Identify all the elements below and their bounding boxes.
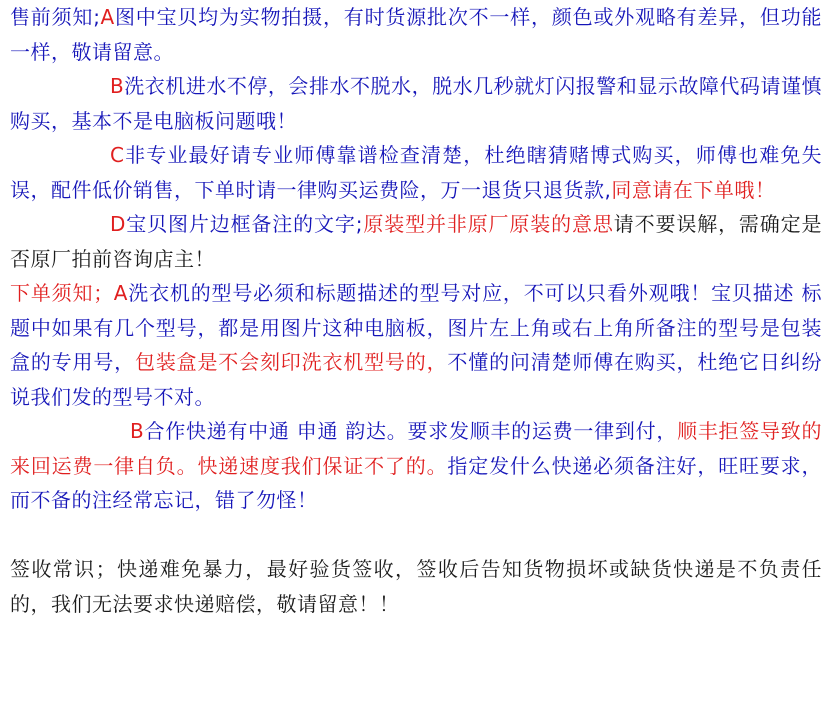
presale-c-emphasis: 同意请在下单哦！ <box>611 177 776 202</box>
receipt-notice <box>10 552 822 621</box>
presale-b-text: 洗衣机进水不停，会排水不脱水，脱水几秒就灯闪报警和显示故障代码请谨慎购买，基本不是电脑板问题哦！ <box>10 74 822 133</box>
order-a-text: 洗衣机的型号必须和标题描述的型号对应，不可以只看外观哦！宝贝描述 标题中如果有几个型号，都是用图片这种电脑板，图片左上角或右上角所备注的型号是包装盒的专用号， <box>10 281 823 374</box>
presale-notice-b <box>10 69 822 138</box>
presale-notice-c <box>10 138 822 207</box>
item-letter-d: D <box>110 212 126 236</box>
presale-notice-a <box>10 0 822 69</box>
order-letter-b: B <box>130 419 145 443</box>
order-a-tail: 不懂的问清楚师傅在购买，杜绝它日纠纷说我们发的型号不对。 <box>10 350 823 409</box>
order-letter-a: A <box>113 281 128 305</box>
presale-c-text: 非专业最好请专业师傅靠谱检查清楚，杜绝瞎猜赌博式购买，师傅也难免失误，配件低价销售，下单时请一律购买运费险，万一退货只退货款, <box>10 143 822 202</box>
order-heading: 下单须知； <box>10 281 114 305</box>
presale-a-text: 图中宝贝均为实物拍摄，有时货源批次不一样，颜色或外观略有差异，但功能一样，敬请留意。 <box>10 5 823 64</box>
paragraph-spacer <box>10 518 822 553</box>
presale-heading: 售前须知; <box>10 5 101 29</box>
receipt-text: 签收常识；快递难免暴力，最好验货签收，签收后告知货物损坏或缺货快递是不负责任的，我们无法要求快递赔偿，敬请留意！！ <box>10 557 822 616</box>
presale-d-text: 宝贝图片边框备注的文字; <box>125 212 364 236</box>
order-a-emphasis: 包装盒是不会刻印洗衣机型号的， <box>134 350 448 374</box>
presale-notice-d <box>10 207 822 276</box>
notice-document <box>10 0 822 621</box>
presale-d-tail: 请不要误解，需确定是否原厂拍前咨询店主！ <box>10 212 823 271</box>
item-letter-b: B <box>110 74 125 98</box>
order-b-emphasis: 顺丰拒签导致的来回运费一律自负。快递速度我们保证不了的。 <box>10 419 822 478</box>
order-b-tail: 指定发什么快递必须备注好，旺旺要求，而不备的注经常忘记，错了勿怪！ <box>10 453 823 512</box>
item-letter-c: C <box>110 143 125 167</box>
presale-d-emphasis: 原装型并非原厂原装的意思 <box>363 212 614 236</box>
order-b-text: 合作快递有中通 申通 韵达。要求发顺丰的运费一律到付， <box>144 419 678 443</box>
order-notice-a <box>10 276 822 414</box>
order-notice-b <box>10 414 822 518</box>
item-letter-a: A <box>100 5 115 29</box>
